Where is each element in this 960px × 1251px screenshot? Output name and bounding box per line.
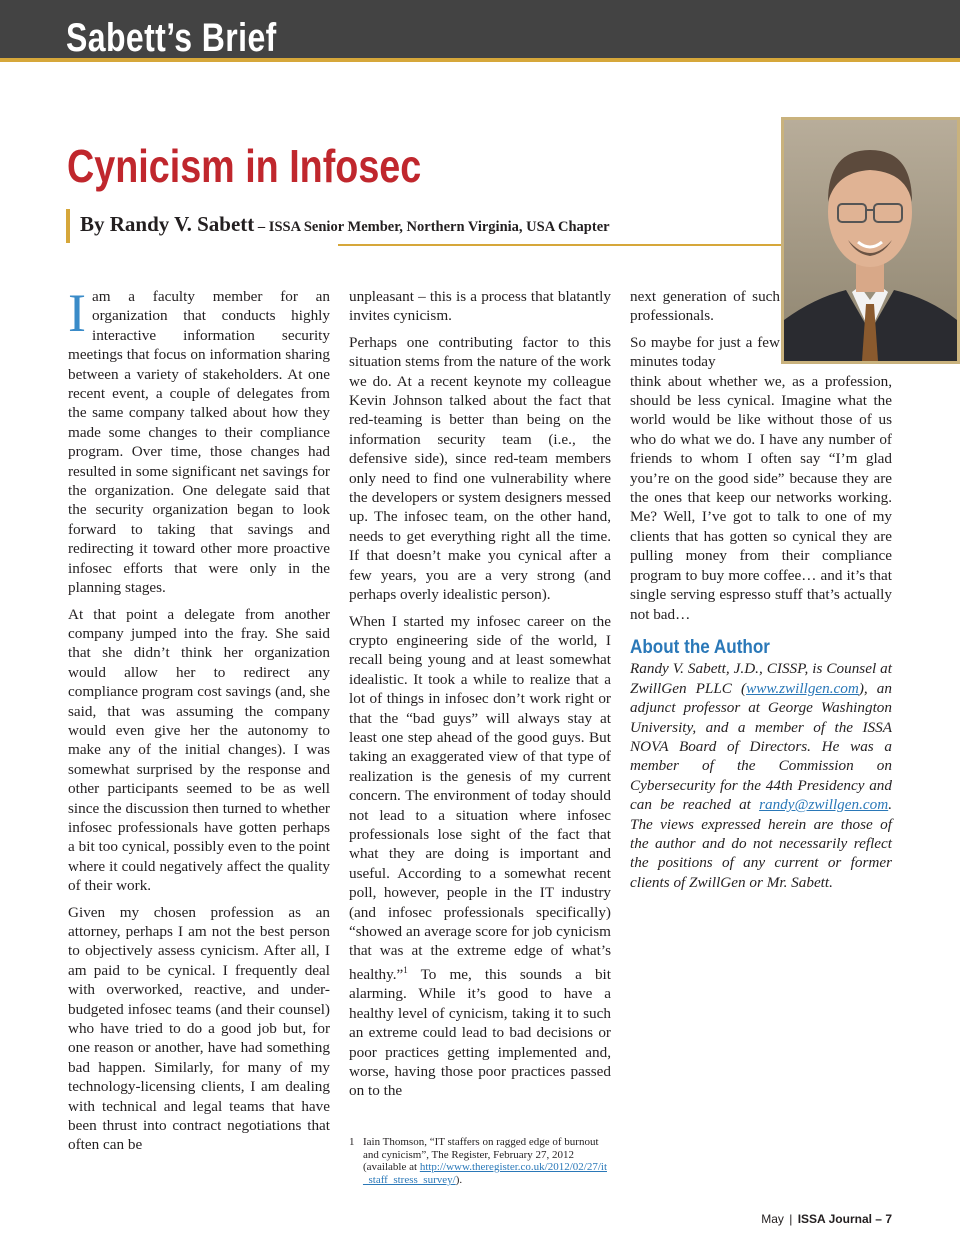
footnote-body: Iain Thomson, “IT staffers on ragged edge of burnout and cynicism”, The Register, February 27, 2012 (available at	[363, 1136, 599, 1174]
column-2	[349, 287, 611, 1108]
article-title: Cynicism in Infosec	[67, 140, 422, 192]
body-paragraph: unpleasant – this is a process that blatantly invites cynicism.	[349, 288, 611, 325]
footnote-link[interactable]: http://www.theregister.co.uk/2012/02/27/it_staff_stress_survey/	[363, 1161, 607, 1186]
footnote-text	[363, 1136, 611, 1186]
byline-author: Randy V. Sabett	[109, 212, 255, 236]
byline	[80, 212, 610, 237]
byline-by: By	[80, 212, 110, 236]
body-paragraph: At that point a delegate from another company jumped into the fray. She said that she didn’t think her organization would allow her to redirect any compliance program cost savings (and, she said, that was assuming the company would even give her the autonomy to make any of the initial changes). I was somewhat surprised by the response and other participants seemed to be as well since the discussion then turned to whether infosec professionals have gotten perhaps a bit too cynical, possibly even to the point where it could negatively affect the quality of their work.	[68, 605, 330, 895]
drop-cap: I	[68, 283, 86, 343]
footnote-number: 1	[349, 1136, 355, 1148]
paragraph-text: am a faculty member for an organization that conducts highly interactive information security meetings that focus on information sharing between a variety of stakeholders. At one recent event, a couple of delegates from the same company talked about how they made some changes to their compliance program. Over time, those changes had resulted in some significant net savings for the organization. One delegate said that the security organization began to look forward to taking that savings and redirecting it toward other more proactive infosec efforts that were only in the planning stages.	[68, 288, 330, 597]
body-paragraph: next generation of such professionals.	[630, 288, 780, 325]
paragraph-text: When I started my infosec career on the crypto engineering side of the world, I recall being young and at least somewhat idealistic. It took a while to realize that a lot of things in infosec don’t work right or that the “bad guys” will always stay at least one step ahead of the good guys. But taking an exaggerated view of that type of realization is the genesis of my current concern. The environment of today should not lead to a situation where infosec professionals lose sight of the fact that what they are doing is important and useful. According to a somewhat recent poll, however, people in the IT industry (and infosec professionals specifically) “showed an average score for job cynicism that was at the extreme edge of what’s healthy.”	[349, 612, 611, 983]
about-author-heading: About the Author	[630, 636, 770, 658]
folio-month: May	[761, 1212, 784, 1226]
paragraph-text: To me, this sounds a bit alarming. While it’s good to have a healthy level of cynicism, taking it to such an extreme could lead to bad decisions or poor practices getting implemented and, worse, having those poor practices passed on to the	[349, 965, 611, 1100]
body-paragraph: Given my chosen profession as an attorney, perhaps I am not the best person to objectively assess cynicism. After all, I am paid to be cynical. I frequently deal with overworked, reactive, and under-budgeted infosec teams (and their counsel) who have tried to do a good job but, for one reason or another, have had something bad happen. Similarly, for many of my technology-licensing clients, I am dealing with technical and legal teams that have been thrust into contract negotiations that often can be	[68, 903, 330, 1154]
byline-affiliation: – ISSA Senior Member, Northern Virginia, USA Chapter	[254, 219, 610, 235]
byline-accent-bar	[66, 209, 70, 243]
about-author-text	[630, 659, 892, 892]
author-email-link[interactable]: randy@zwillgen.com	[759, 796, 889, 814]
about-text: . The views expressed herein are those of the author and do not necessarily reflect the positions of any current or former clients of ZwillGen or Mr. Sabett.	[630, 796, 892, 891]
body-paragraph: Perhaps one contributing factor to this situation stems from the nature of the work we do. At a recent keynote my colleague Kevin Johnson talked about the fact that red-teaming is better than being on the information security team (i.e., the defensive side), since red-team members only need to find one vulnerability where the developers or system designers messed up. The infosec team, on the other hand, needs to get everything right all the time. If that doesn’t make you cynical after a few years, you are a very strong (and perhaps overly idealistic person).	[349, 333, 611, 604]
body-paragraph	[630, 333, 892, 624]
column-3	[630, 287, 892, 892]
folio-separator: |	[785, 1212, 796, 1226]
column-title: Sabett’s Brief	[66, 18, 277, 58]
paragraph-text: think about whether we, as a profession, should be less cynical. Imagine what the world would be like without those of us who do what we do. I have any number of friends to whom I often say “I’m glad you’re on the good side” because they are the ones that keep our networks working. Me? Well, I’ve got to talk to one of my clients that has gotten so cynical they are pulling money from their compliance program to buy more coffee… and it’s that single serving espresso stuff that’s actually not bad…	[630, 372, 892, 623]
about-text: Randy V. Sabett, J.D., CISSP, is Counsel at ZwillGen PLLC (	[630, 660, 892, 697]
column-1	[68, 283, 330, 1162]
zwillgen-website-link[interactable]: www.zwillgen.com	[746, 679, 859, 697]
body-paragraph	[349, 612, 611, 1101]
folio-dash: –	[871, 1212, 886, 1226]
folio-page-number: 7	[885, 1212, 892, 1226]
about-text: ), an adjunct professor at George Washington University, and a member of the ISSA NOVA Board of Directors. He was a member of the Commission on Cybersecurity for the 44th Presidency and can be reached at	[630, 679, 892, 814]
footnote-end: ).	[455, 1173, 463, 1186]
page-folio	[761, 1212, 892, 1226]
paragraph-text: So maybe for just a few minutes today	[630, 333, 780, 371]
header-accent-rule	[0, 58, 960, 62]
folio-journal: ISSA Journal	[797, 1212, 872, 1226]
footnote	[349, 1136, 611, 1186]
body-paragraph	[68, 283, 330, 598]
footnote-ref: 1	[403, 964, 408, 975]
